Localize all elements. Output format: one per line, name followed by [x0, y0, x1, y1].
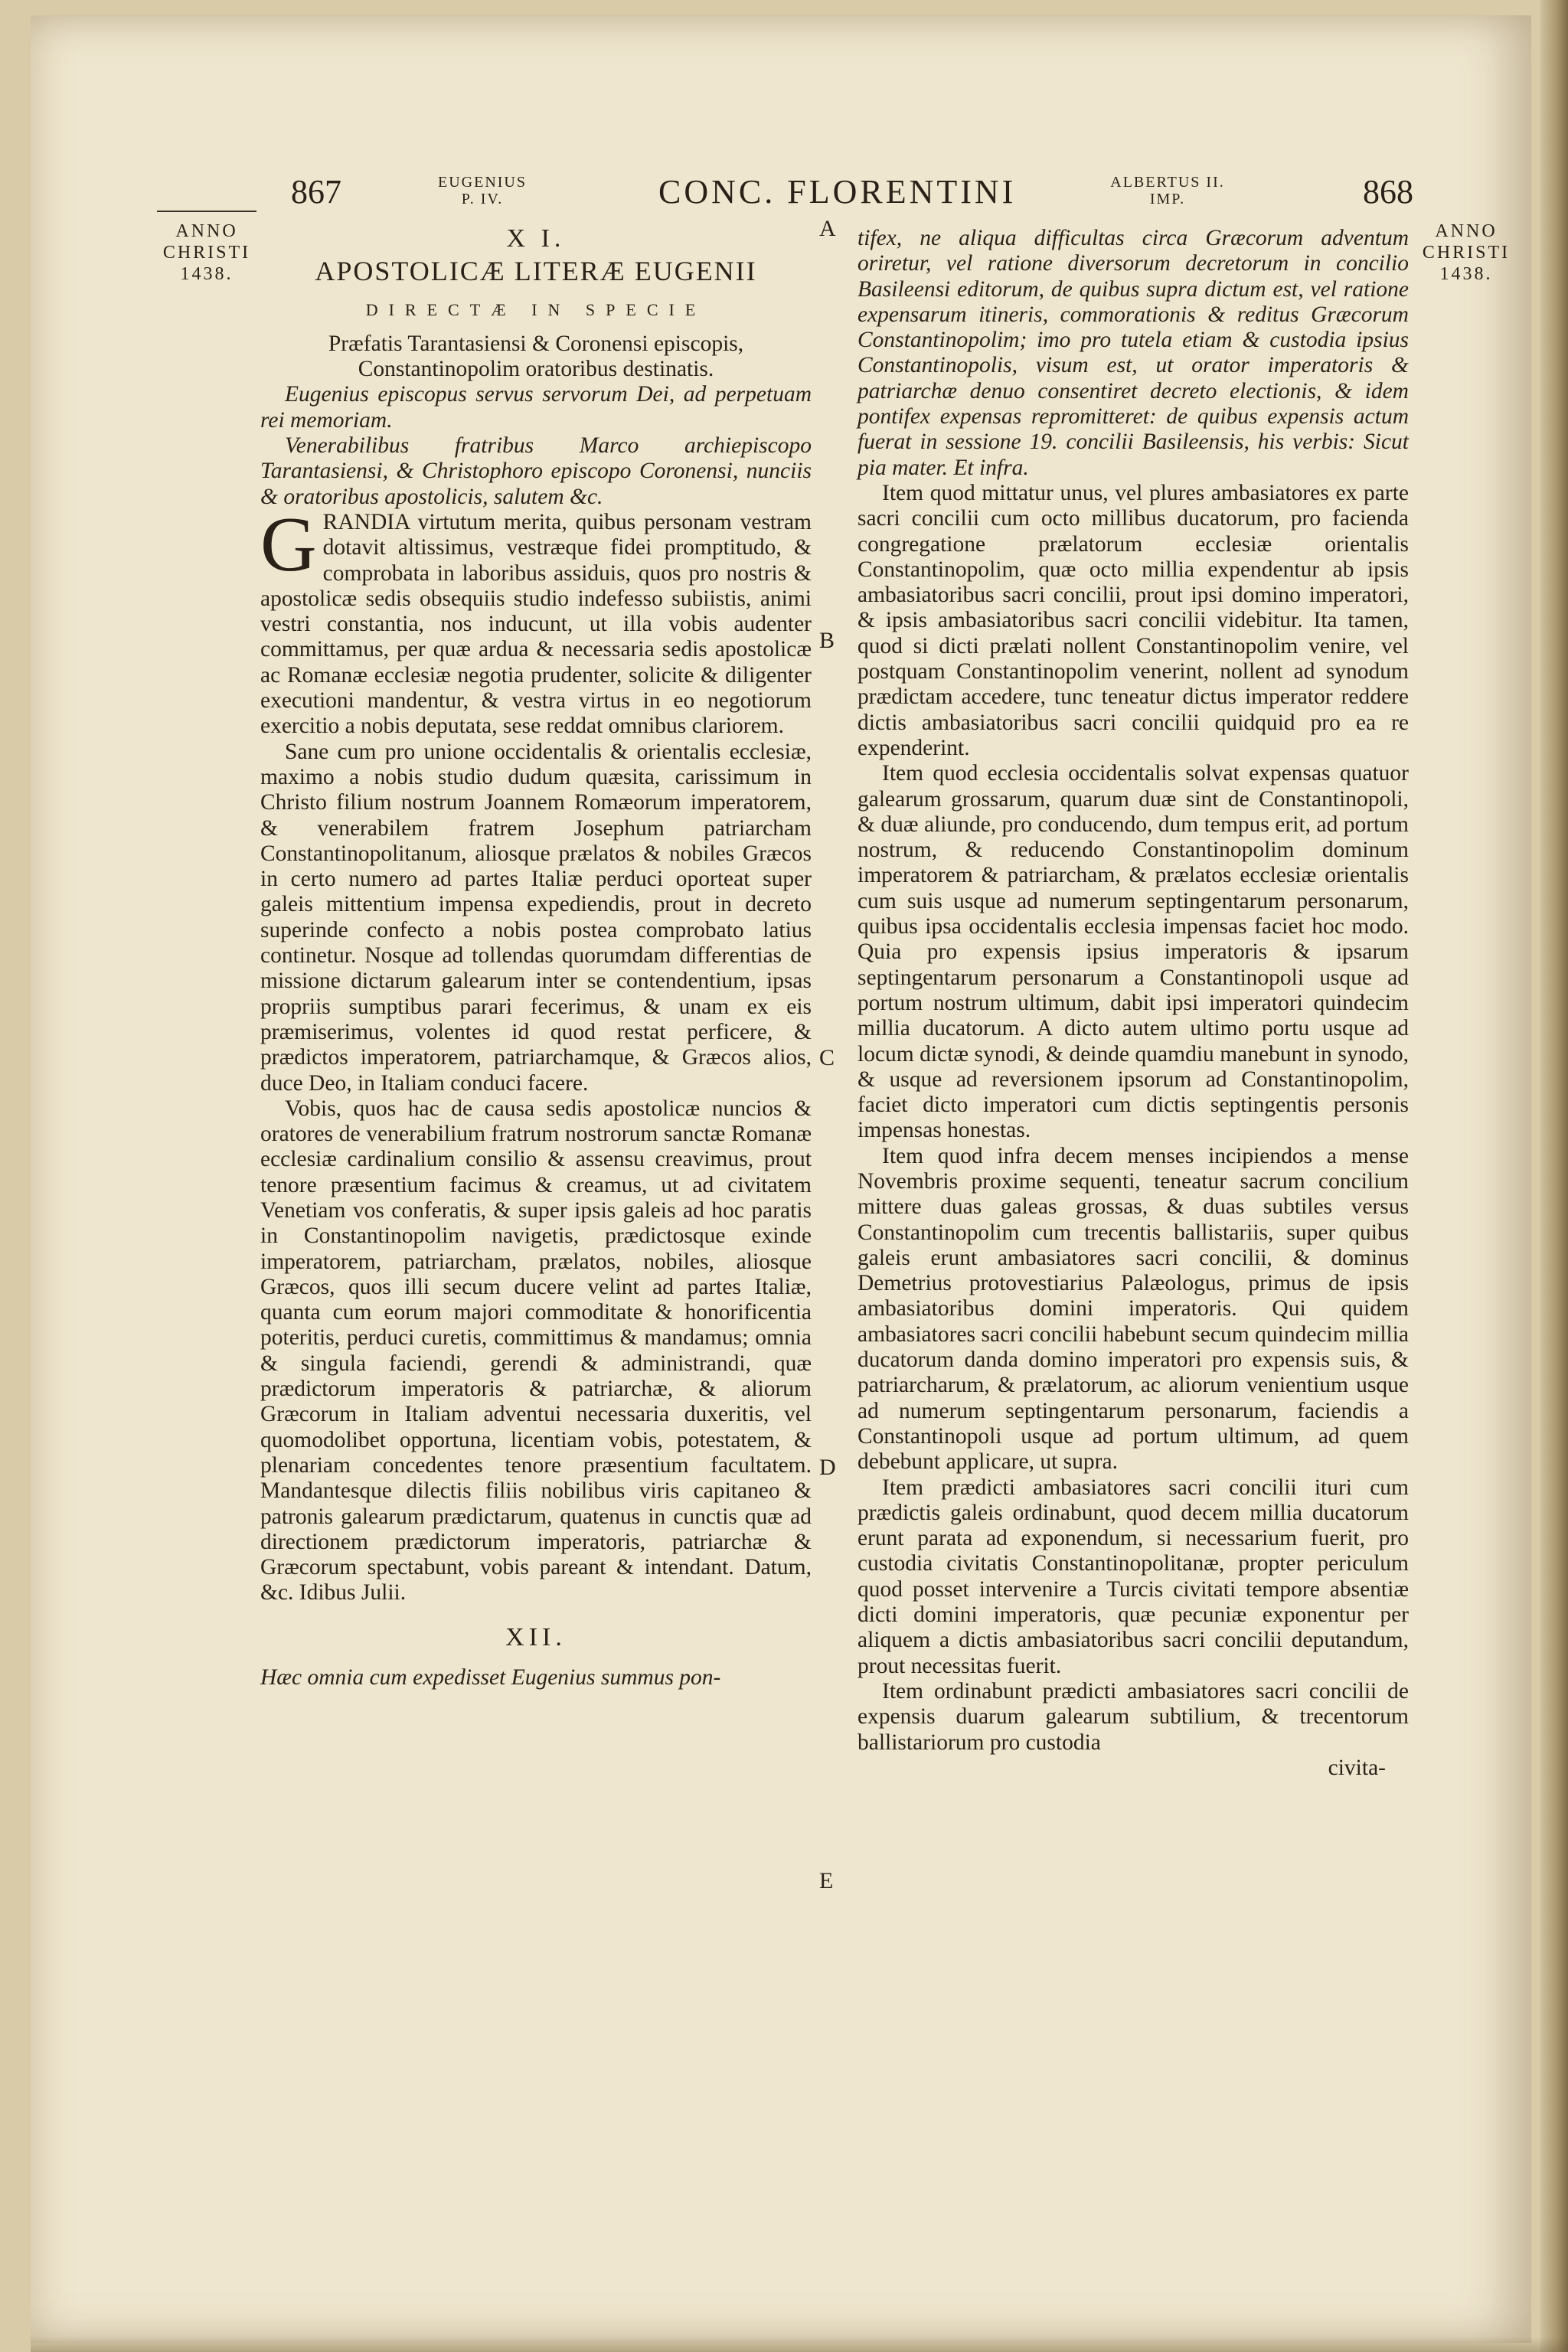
column-marker-a: A [819, 216, 836, 241]
left-margin-line2: CHRISTI [162, 243, 251, 263]
document-subtitle: Præfatis Tarantasiensi & Coronensi episcopis, Constantinopolim oratoribus destinatis. [328, 331, 744, 382]
right-paragraph-6: Item ordinabunt prædicti ambasiatores sacri concilii de expensis duarum galearum subtilium, & trecentorum ballistariorum pro custodia [858, 1678, 1409, 1755]
right-emperor-line1: ALBERTUS II. [1110, 174, 1225, 191]
section-number-xii: XII. [505, 1622, 567, 1651]
left-page-number: 867 [291, 173, 341, 211]
left-pontiff-line2: P. IV. [461, 191, 504, 207]
paragraph-1 [260, 501, 812, 740]
right-paragraph-5: Item prædicti ambasiatores sacri concilii ituri cum prædictis galeis ordinabunt, quod decem millia ducatorum erunt parata ad exponendum, si necessarium fuerit, pro custodia civitatis Constantinopolitanæ, propter periculum quod posset intervenire a Turcis civitati tempore absentiæ dicti domini imperatoris, quæ pecuniæ exponentur per aliquem a dictis ambasiatoribus sacri concilii deputandum, prout necessitas fuerit. [858, 1475, 1409, 1678]
opening-formula: Eugenius episcopus servus servorum Dei, ad perpetuam rei memoriam. [260, 382, 812, 433]
document-title: APOSTOLICÆ LITERÆ EUGENII [315, 256, 757, 287]
right-paragraph-4: Item quod infra decem menses incipiendos a mense Novembris proxime sequenti, teneatur sacrum concilium mittere duas galeas grossas, & duas subtiles versus Constantinopolim cum trecentis ballistariis, super quibus galeis erunt ambasiatores sacri concilii, & dominus Demetrius protovestiarius Palæologus, primus de ipsis ambasiatoribus domini imperatoris. Qui quidem ambasiatores sacri concilii habebunt secum quindecim millia ducatorum danda domino imperatori pro expensis suis, & patriarcharum, & prælatorum, ac aliorum venientium usque ad numerum septingentarum personarum, faciendis a Constantinopoli usque ad portum ultimum, ad quem debebunt applicare, ut supra. [858, 1143, 1409, 1475]
right-emperor-line2: IMP. [1149, 191, 1186, 207]
header-title: CONC. FLORENTINI [658, 173, 1017, 211]
right-paragraph-1: tifex, ne aliqua difficultas circa Græcorum adventum oriretur, vel ratione diversorum decretorum in concilio Basileensi editorum, de quibus supra dictum est, vel ratione expensarum itineris, commorationis & reditus Græcorum Constantinopolim; imo pro tutela etiam & custodia ipsius Constantinopolis, visum est, ut orator imperatoris & patriarchæ denuo consentiret decreto electionis, & idem pontifex expensas repromitteret: de quibus expensis actum fuerat in sessione 19. concilii Basileensis, his verbis: Sicut pia mater. Et infra. [858, 226, 1409, 480]
right-margin-line2: CHRISTI [1422, 243, 1511, 263]
right-margin-line3: 1438. [1439, 264, 1493, 284]
address-line: Venerabilibus fratribus Marco archiepiscopo Tarantasiensi, & Christophoro episcopo Coronensi, nunciis & oratoribus apostolicis, salutem &c. [260, 433, 812, 509]
column-marker-b: B [819, 628, 835, 653]
document-subheading: DIRECTÆ IN SPECIE [365, 299, 707, 319]
left-column [260, 226, 812, 1690]
column-marker-e: E [819, 1868, 834, 1893]
left-margin-rule [157, 211, 256, 212]
right-column [858, 226, 1409, 1781]
left-pontiff-line1: EUGENIUS [438, 174, 527, 191]
right-margin-line1: ANNO [1435, 221, 1498, 241]
book-spine [1540, 0, 1568, 2352]
column-marker-d: D [819, 1455, 836, 1480]
right-paragraph-2: Item quod mittatur unus, vel plures ambasiatores ex parte sacri concilii cum octo millibus ducatorum, pro facienda congregatione prælatorum ecclesiæ orientalis Constantinopolim, quæ octo millia expendentur ab ipsis ambasiatoribus sacri concilii, prout ipsi domino imperatori, & ipsis ambasiatoribus sacri concilii videbitur. Ita tamen, quod si dicti prælati nollent Constantinopolim venire, vel postquam Constantinopolim venerint, nollent ad synodum prædictam accedere, tunc teneatur dictus imperator reddere dictis ambasiatoribus sacri concilii quidquid pro ea re expenderint. [858, 480, 1409, 760]
right-emperor-label [1095, 174, 1240, 207]
section-number-xi: X I. [506, 224, 566, 253]
running-header [260, 172, 1508, 218]
left-margin-line3: 1438. [180, 264, 234, 284]
paragraph-2: Sane cum pro unione occidentalis & orientalis ecclesiæ, maximo a nobis studio dudum quæsita, carissimum in Christo filium nostrum Joannem Romæorum imperatorem, & venerabilem fratrem Josephum patriarcham Constantinopolitanum, aliosque prælatos & nobiles Græcos in certo numero ad partes Italiæ perduci oporteat super galeis mittentium impensa expediendis, prout in decreto superinde confecto a nobis postea comprobato latius continetur. Nosque ad tollendas quorumdam differentias de missione dictarum galearum inter se contendentium, ipsas propriis sumptibus parari fecerimus, & unam ex eis præmiserimus, volentes id quod restat perficere, & prædictos imperatorem, patriarchamque, & Græcos alios, duce Deo, in Italiam conduci facere. [260, 739, 812, 1096]
right-page-number: 868 [1363, 173, 1413, 211]
left-margin-year [153, 220, 260, 285]
right-paragraph-3: Item quod ecclesia occidentalis solvat expensas quatuor galearum grossarum, quarum duæ sint de Constantinopoli, & duæ aliunde, pro conducendo, dum tempus erit, ad portum nostrum, & reducendo Constantinopolim dominum imperatorem & patriarcham, & prælatos ecclesiæ orientalis cum suis usque ad numerum septingentarum personarum, quibus ipsa occidentalis ecclesia impensas faciet hoc modo. Quia pro expensis ipsius imperatoris & ipsarum septingentarum personarum a Constantinopoli usque ad portum nostrum ultimum, dabit ipsi imperatori quindecim millia ducatorum. A dicto autem ultimo portu usque ad locum dictæ synodi, & deinde quamdiu manebunt in synodo, & usque ad reversionem ipsorum ad Constantinopolim, faciet dicto imperatori cum dictis septingentis personis impensas honestas. [858, 761, 1409, 1143]
book-page [31, 15, 1531, 2343]
closing-line: Hæc omnia cum expedisset Eugenius summus pon- [260, 1665, 721, 1690]
left-margin-line1: ANNO [175, 221, 238, 241]
page-bottom-shadow [31, 2337, 1568, 2352]
paragraph-1-text: RANDIA virtutum merita, quibus personam vestram dotavit altissimus, vestræque fidei promptitudo, & comprobata in laboribus assiduis, quos pro nostris & apostolicæ sedis obsequiis studio indefesso subiistis, animi vestri constantia, nos inducunt, ut illa vobis audenter committamus, per quæ ardua & necessaria sedis apostolicæ ac Romanæ ecclesiæ negotia prudenter, solicite & diligenter executioni mandentur, & vestra virtus in eo negotiorum exercitio a nobis deputata, sese reddat omnibus clariorem. [260, 509, 812, 739]
column-marker-c: C [819, 1045, 835, 1070]
right-margin-year [1413, 220, 1520, 285]
catchword: civita- [1328, 1755, 1386, 1780]
left-pontiff-label [429, 174, 536, 207]
drop-cap-letter: G [260, 501, 317, 588]
paragraph-3: Vobis, quos hac de causa sedis apostolicæ nuncios & oratores de venerabilium fratrum nostrorum sanctæ Romanæ ecclesiæ cardinalium consilio & assensu creavimus, prout tenore præsentium facimus & creamus, ut ad civitatem Venetiam vos conferatis, & super ipsis galeis ad hoc paratis in Constantinopolim navigetis, prædictosque exinde imperatorem, patriarcham, prælatos, nobiles, aliosque Græcos, quos illi secum ducere velint ad partes Italiæ, quanta cum eorum majori commoditate & honorificentia poteritis, perduci curetis, committimus & mandamus; omnia & singula faciendi, gerendi & administrandi, quæ prædictorum imperatoris & patriarchæ, & aliorum Græcorum in Italiam adventui necessaria duxeritis, vel quomodolibet opportuna, licentiam vobis, potestatem, & plenariam concedentes tenore præsentium facultatem. Mandantesque dilectis filiis nobilibus viris capitaneo & patronis galearum prædictarum, quatenus in cunctis quæ ad directionem prædictorum imperatoris, patriarchæ & Græcorum spectabunt, vobis pareant & intendant. Datum, &c. Idibus Julii. [260, 1096, 812, 1606]
